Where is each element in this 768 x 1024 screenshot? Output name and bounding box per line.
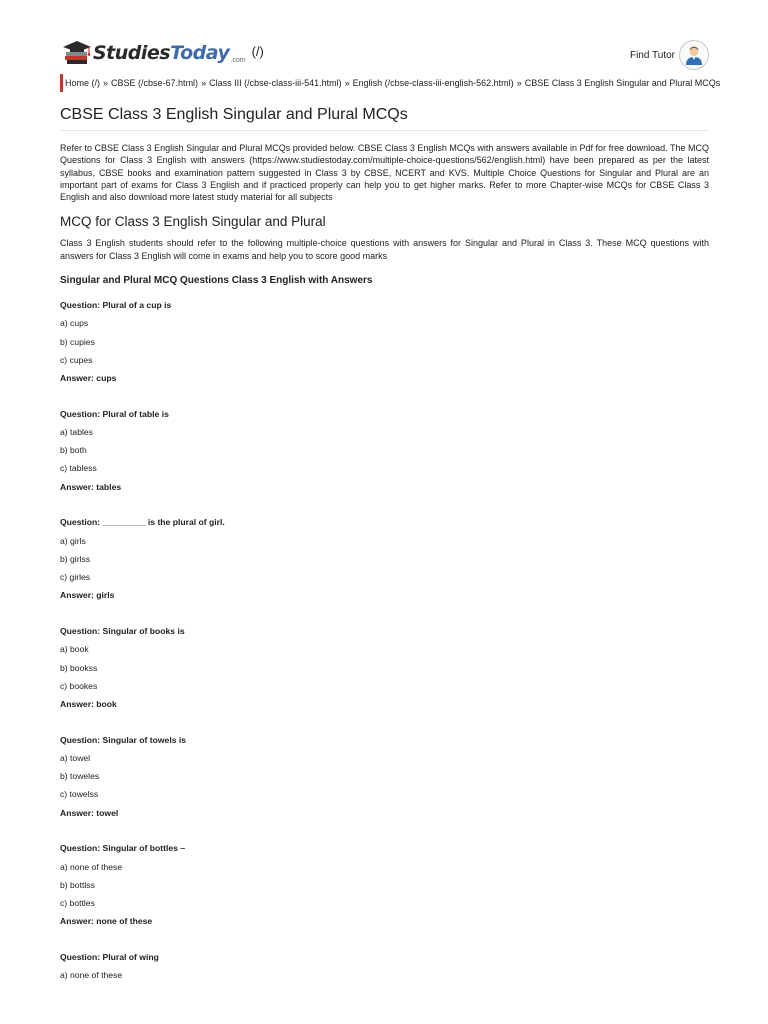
mcq-answer: Answer: book [60,699,117,709]
mcq-option: a) none of these [60,861,123,872]
find-tutor-link[interactable] [630,40,709,70]
mcq-option: a) towel [60,752,91,763]
mcq-question: Question: Singular of towels is [60,734,187,745]
mcq-option: c) towelss [60,789,99,800]
mcq-question: Question: Singular of books is [60,626,185,636]
mcq-item [60,513,709,604]
mcq-option: b) bookss [60,662,98,673]
mcq-option: c) bottles [60,898,95,909]
mcq-option: c) bookes [60,680,98,691]
breadcrumb-cbse[interactable]: CBSE (/cbse-67.html) [111,78,199,88]
mcq-option: b) both [60,445,87,456]
breadcrumb-separator: » [201,78,207,88]
mcq-option: c) cupes [60,354,93,365]
mcq-option: a) book [60,644,89,655]
mcq-question: Question: Plural of a cup is [60,300,172,311]
breadcrumb-separator: » [344,78,350,88]
mcq-question: Question: Plural of table is [60,408,169,419]
mcq-list [60,296,709,984]
mcq-question: Question: _________ is the plural of girl. [60,517,225,528]
logo-home-link[interactable]: (/) [251,44,264,59]
mcq-question: Question: Plural of wing [60,951,159,962]
intro-paragraph: Refer to CBSE Class 3 English Singular and Plural MCQs provided below. CBSE Class 3 English MCQs with answers available in Pdf for free download. The MCQ Questions for Class 3 English with answers (https://www.studiestoday.com/multiple-choice-questions/562/english.html) have been prepared as per the latest syllabus, CBSE books and examination pattern suggested in Class 3 by CBSE, NCERT and KVS. Multiple Choice Questions for Singular and Plural are an important part of exams for Class 3 English and if practiced properly can help you to get higher marks. Refer to more Chapter-wise MCQs for CBSE Class 3 English and also download more latest study material for all subjects [60,143,709,203]
graduation-cap-books-icon [62,40,92,66]
breadcrumb-separator: » [103,78,109,88]
mcq-option: c) tabless [60,463,97,474]
mcq-answer: Answer: girls [60,590,115,601]
mcq-answer: Answer: none of these [60,916,153,927]
breadcrumb [60,74,720,92]
page-title: CBSE Class 3 English Singular and Plural MCQs [60,106,408,123]
find-tutor-label: Find Tutor [629,49,675,61]
section-intro-paragraph: Class 3 English students should refer to the following multiple-choice questions with answers for Singular and Plural in Class 3. These MCQ questions with answers for Class 3 English will come in exams and help you to score good marks [60,238,709,261]
mcq-option: a) tables [60,426,93,437]
mcq-answer: Answer: cups [60,373,117,384]
user-avatar-glyph [683,44,705,66]
breadcrumb-class-iii[interactable]: Class III (/cbse-class-iii-541.html) [209,78,342,88]
mcq-answer: Answer: towel [60,807,119,818]
title-divider [60,130,709,131]
site-logo[interactable] [62,40,264,66]
mcq-item [60,296,709,387]
breadcrumb-current: CBSE Class 3 English Singular and Plural MCQs [524,78,721,88]
page [60,0,721,981]
logo-word-today: Today [170,42,230,64]
section-heading: MCQ for Class 3 English Singular and Plural [60,214,326,230]
logo-word-studies: Studies [93,42,171,64]
mcq-option: b) cupies [60,336,95,347]
mcq-item [60,731,709,822]
site-header [60,0,709,74]
article-content [60,142,709,1002]
mcq-option: a) none of these [60,970,123,981]
mcq-answer: Answer: tables [60,481,122,492]
questions-subheading: Singular and Plural MCQ Questions Class 3 English with Answers [60,275,373,287]
mcq-option: b) toweles [60,771,100,782]
logo-domain-suffix: .com [230,57,246,64]
mcq-item [60,622,709,713]
mcq-option: b) bottlss [60,879,95,890]
mcq-question: Question: Singular of bottles – [60,843,186,854]
mcq-item [60,405,709,496]
user-avatar-icon[interactable] [679,40,709,70]
breadcrumb-separator: » [516,78,522,88]
breadcrumb-home[interactable]: Home (/) [65,78,101,88]
breadcrumb-english[interactable]: English (/cbse-class-iii-english-562.html) [352,78,514,88]
logo-wordmark [93,40,229,66]
mcq-option: a) girls [60,535,86,546]
mcq-item [60,948,709,985]
mcq-option: a) cups [60,318,89,329]
mcq-option: c) girles [60,572,91,583]
mcq-item [60,839,709,930]
mcq-option: b) girlss [60,553,91,564]
